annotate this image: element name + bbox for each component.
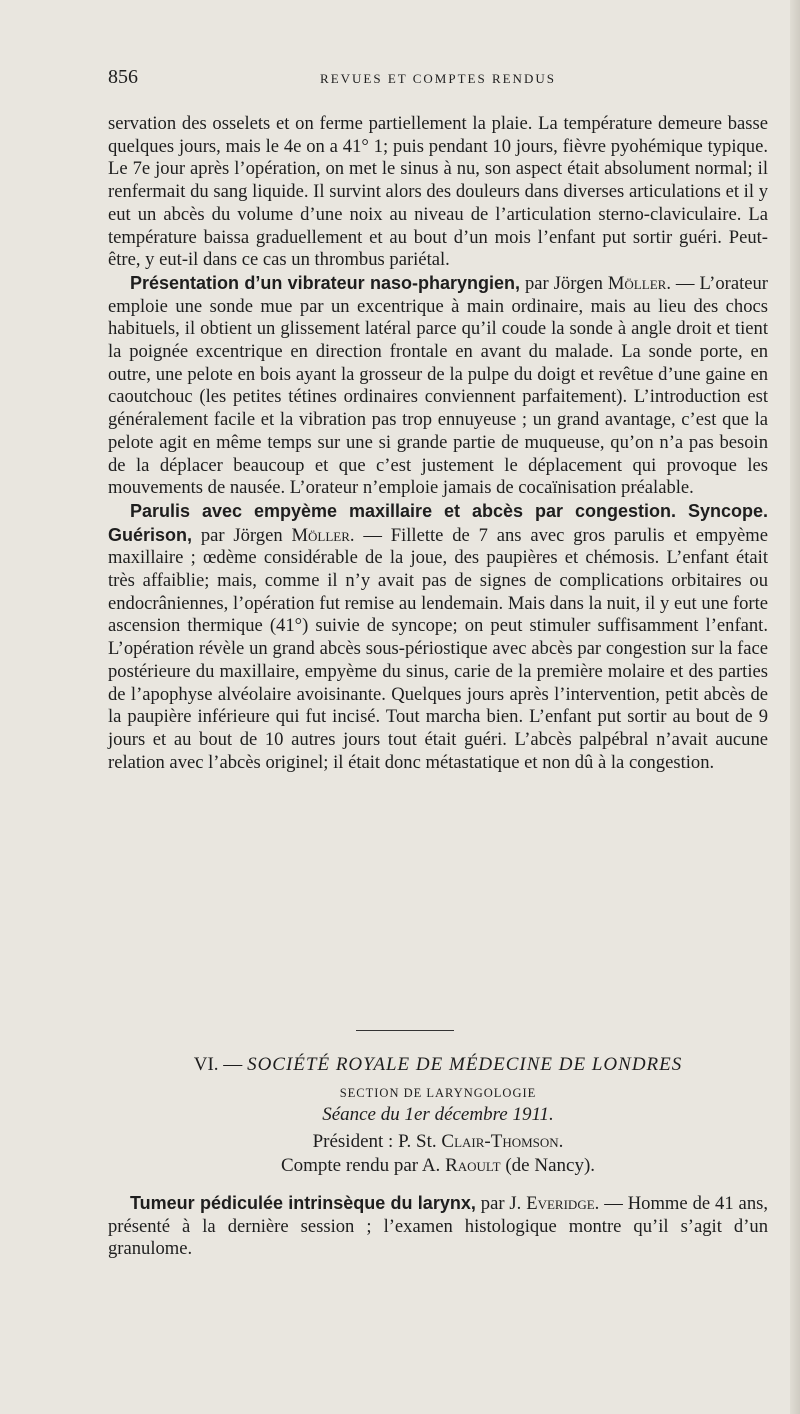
entry-by: par Jörgen	[192, 524, 292, 546]
president-line	[108, 1131, 768, 1153]
entry-by: par J.	[475, 1193, 527, 1214]
society-name: SOCIÉTÉ ROYALE DE MÉDECINE DE LONDRES	[247, 1054, 683, 1075]
page-header	[108, 66, 768, 96]
entry-title: Tumeur pédiculée intrinsèque du larynx,	[130, 1193, 476, 1213]
entry-author: Möller	[291, 524, 350, 546]
running-head: REVUES ET COMPTES RENDUS	[320, 71, 556, 86]
entry-title: Présentation d’un vibrateur naso-pharyngien,	[130, 272, 521, 293]
paragraph-tumeur	[108, 1192, 768, 1261]
paragraph-vibrateur	[108, 272, 768, 500]
compte-rendu-line	[108, 1155, 768, 1177]
entry-text: . — Homme de 41 ans, présenté à la dernière session ; l’examen histologique montre qu’il s’agit d’un granulome.	[108, 1193, 768, 1260]
article-body-2	[108, 1192, 768, 1261]
compte-name: Raoult	[445, 1155, 501, 1176]
page-number: 856	[108, 66, 138, 88]
section-numeral: VI. —	[193, 1054, 248, 1075]
compte-end: (de Nancy).	[500, 1155, 596, 1176]
paragraph-parulis	[108, 500, 768, 774]
article-body	[108, 113, 768, 774]
entry-author: Möller	[607, 272, 667, 294]
compte-label: Compte rendu par A.	[280, 1155, 446, 1176]
entry-author: Everidge	[526, 1193, 595, 1214]
president-end: .	[558, 1131, 564, 1152]
seance-date: Séance du 1er décembre 1911.	[322, 1104, 554, 1125]
society-heading	[108, 1054, 768, 1076]
president-name: Clair-Thomson	[441, 1131, 559, 1152]
entry-text: . — L’orateur emploie une sonde mue par un excentrique à main ordinaire, mais au lieu des chocs habituels, il obtient un glissement latéral parce qu’il coude la sonde à angle droit et tient la poignée excentrique en direction frontale en avant du malade. La sonde porte, en outre, une pelote en bois ayant la grosseur de la pulpe du doigt et revêtue d’une gaine en caoutchouc (les petites tétines ordinaires conviennent parfaitement). L’introduction est généralement facile et la vibration pas trop ennuyeuse ; un grand avantage, c’est que la pelote agit en même temps sur une si grande partie de muqueuse, qu’on n’a pas besoin de la déplacer beaucoup et que c’est justement le déplacement qui provoque les mouvements de nausée. L’orateur n’emploie jamais de cocaïnisation préalable.	[108, 272, 768, 499]
entry-title: Parulis avec empyème maxillaire et abcès par congestion. Syncope. Guérison,	[108, 500, 768, 545]
section-divider	[356, 1030, 454, 1031]
page-edge-shadow	[790, 0, 800, 1414]
paragraph-continuation: servation des osselets et on ferme partiellement la plaie. La température demeure basse quelques jours, mais le 4e on a 41° 1; puis pendant 10 jours, fièvre pyohémique typique. Le 7e jour après l’opération, on met le sinus à nu, son aspect était absolument normal; il renfermait du sang liquide. Il survint alors des douleurs dans diverses articulations et il y eut un abcès du volume d’une noix au niveau de l’articulation sterno-claviculaire. La température baissa graduellement et au bout d’un mois l’enfant put sortir guéri. Peut-être, y eut-il dans ce cas un thrombus pariétal.	[108, 113, 768, 271]
entry-text: . — Fillette de 7 ans avec gros parulis et empyème maxillaire ; œdème considérable de la joue, des paupières et chémosis. L’enfant était très affaiblie; mais, comme il n’y avait pas de signes de complications orbitaires ou endocrâniennes, l’opération fut remise au lendemain. Mais dans la nuit, il y eut une forte ascension thermique (41°) suivie de syncope; on peut stimuler suffisamment l’enfant. L’opération révèle un grand abcès sous-périostique avec abcès par congestion sur la face postérieure du maxillaire, empyème du sinus, carie de la première molaire et des parties de l’apophyse alvéolaire avoisinante. Quelques jours après l’intervention, petit abcès de la paupière inférieure qui fut incisé. Tout marcha bien. L’enfant put sortir au bout de 9 jours et au bout de 10 autres jours tout était guéri. L’abcès palpébral n’avait aucune relation avec l’abcès originel; il était donc métastatique et non dû à la congestion.	[108, 524, 768, 773]
subsection-heading: SECTION DE LARYNGOLOGIE	[339, 1086, 537, 1100]
president-label: Président : P. St.	[312, 1131, 442, 1152]
entry-by: par Jörgen	[520, 272, 608, 294]
